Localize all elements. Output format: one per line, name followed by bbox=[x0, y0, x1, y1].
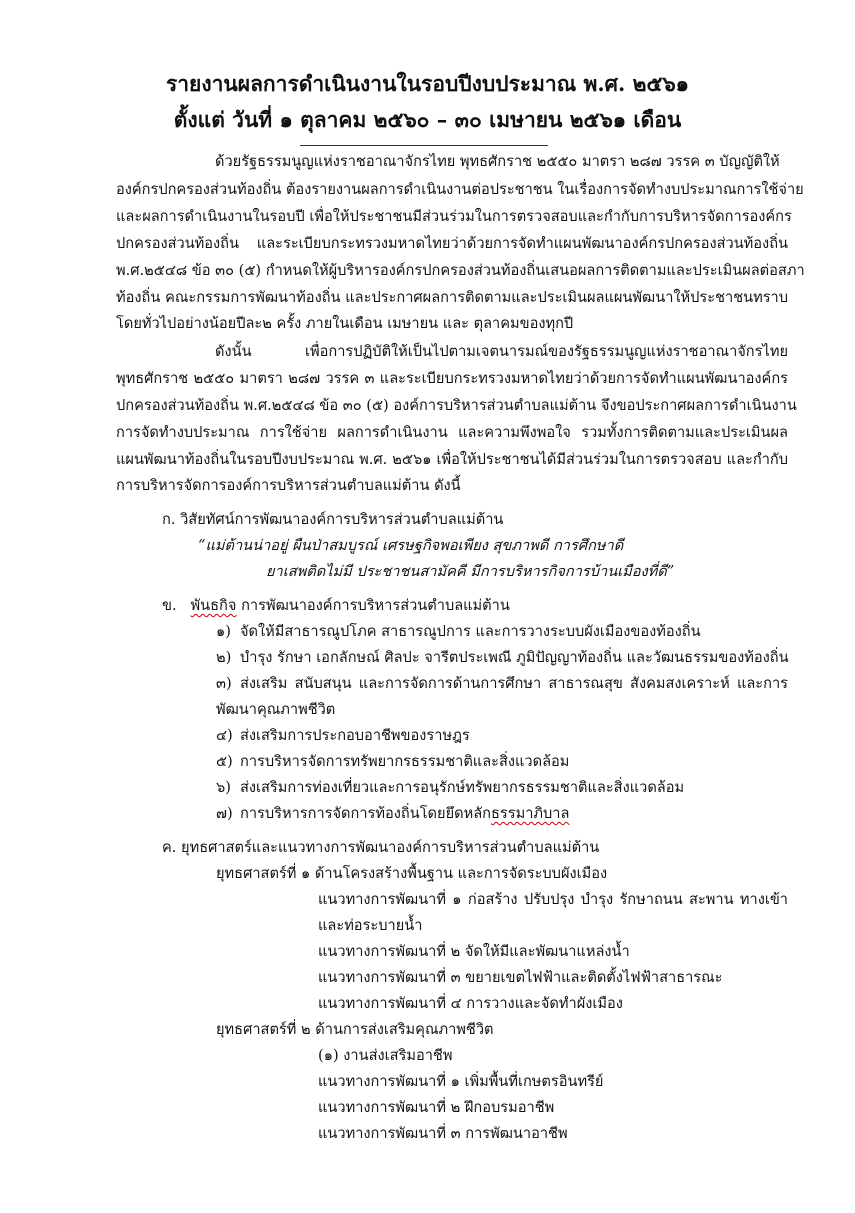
mission-item-continued: พัฒนาคุณภาพชีวิต bbox=[216, 701, 336, 718]
strategy-2-guideline: แนวทางการพัฒนาที่ ๓ การพัฒนาอาชีพ bbox=[318, 1125, 568, 1142]
intro-p1-line-4: ปกครองส่วนท้องถิ่น และระเบียบกระทรวงมหาดไทยว่าด้วยการจัดทำแผนพัฒนาองค์กรปกครองส่วนท้องถิ่น bbox=[116, 235, 788, 252]
vision-quote-line-1: “แม่ต้านน่าอยู่ ผืนป่าสมบูรณ์ เศรษฐกิจพอเพียง สุขภาพดี การศึกษาดี bbox=[198, 537, 624, 554]
intro-p2-line-1: ดังนั้น เพื่อการปฏิบัติให้เป็นไปตามเจตนารมณ์ของรัฐธรรมนูญแห่งราชอาณาจักรไทย bbox=[215, 343, 788, 360]
intro-p1-line-3: และผลการดำเนินงานในรอบปี เพื่อให้ประชาชนมีส่วนร่วมในการตรวจสอบและกำกับการบริหารจัดการองค์กร bbox=[116, 208, 792, 225]
intro-p2-line-4: การจัดทำงบประมาณ การใช้จ่าย ผลการดำเนินงาน และความพึงพอใจ รวมทั้งการติดตามและประเมินผล bbox=[116, 424, 788, 441]
document-title-line-2: ตั้งแต่ วันที่ ๑ ตุลาคม ๒๕๖๐ – ๓๐ เมษายน ๒๕๖๑ เดือน bbox=[173, 107, 682, 132]
good-governance-word: ธรรมาภิบาล bbox=[491, 805, 570, 822]
strategy-1-title: ยุทธศาสตร์ที่ ๑ ด้านโครงสร้างพื้นฐาน และการจัดระบบผังเมือง bbox=[216, 865, 608, 882]
intro-p2-line-5: แผนพัฒนาท้องถิ่นในรอบปีงบประมาณ พ.ศ. ๒๕๖๑ เพื่อให้ประชาชนได้มีส่วนร่วมในการตรวจสอบ และกำกับ bbox=[116, 451, 788, 468]
intro-p1-line-1: ด้วยรัฐธรรมนูญแห่งราชอาณาจักรไทย พุทธศักราช ๒๕๕๐ มาตรา ๒๘๗ วรรค ๓ บัญญัติให้ bbox=[215, 153, 780, 170]
strategy-2-title: ยุทธศาสตร์ที่ ๒ ด้านการส่งเสริมคุณภาพชีวิต bbox=[216, 1021, 494, 1038]
mission-item: ๗) การบริหารการจัดการท้องถิ่นโดยยึดหลักธรรมาภิบาล bbox=[216, 805, 570, 822]
mission-item: ๔) ส่งเสริมการประกอบอาชีพของราษฎร bbox=[216, 727, 470, 744]
mission-heading bbox=[162, 596, 510, 616]
intro-p1-line-7: โดยทั่วไปอย่างน้อยปีละ๒ ครั้ง ภายในเดือน เมษายน และ ตุลาคมของทุกปี bbox=[116, 315, 574, 332]
mission-label: ข. bbox=[162, 597, 177, 614]
mission-item: ๖) ส่งเสริมการท่องเที่ยวและการอนุรักษ์ทรัพยากรธรรมชาติและสิ่งแวดล้อม bbox=[216, 779, 685, 796]
intro-p1-line-5: พ.ศ.๒๕๔๘ ข้อ ๓๐ (๕) กำหนดให้ผู้บริหารองค์กรปกครองส่วนท้องถิ่นเสนอผลการติดตามและประเมินผลต่อสภา bbox=[116, 262, 805, 279]
mission-word: พันธกิจ bbox=[190, 597, 237, 614]
strategy-2-subsection: (๑) งานส่งเสริมอาชีพ bbox=[318, 1047, 453, 1064]
mission-item: ๓) ส่งเสริม สนับสนุน และการจัดการด้านการศึกษา สาธารณสุข สังคมสงเคราะห์ และการ bbox=[216, 675, 788, 692]
intro-p1-line-6: ท้องถิ่น คณะกรรมการพัฒนาท้องถิ่น และประกาศผลการติดตามและประเมินผลแผนพัฒนาให้ประชาชนทราบ bbox=[116, 289, 788, 306]
mission-item: ๑) จัดให้มีสาธารณูปโภค สาธารณูปการ และการวางระบบผังเมืองของท้องถิ่น bbox=[216, 623, 701, 640]
strategy-heading: ค. ยุทธศาสตร์และแนวทางการพัฒนาองค์การบริหารส่วนตำบลแม่ต้าน bbox=[162, 839, 600, 856]
strategy-1-guideline: และท่อระบายน้ำ bbox=[318, 917, 423, 934]
strategy-2-guideline: แนวทางการพัฒนาที่ ๑ เพิ่มพื้นที่เกษตรอินทรีย์ bbox=[318, 1073, 604, 1090]
intro-p2-line-6: การบริหารจัดการองค์การบริหารส่วนตำบลแม่ต้าน ดังนี้ bbox=[116, 477, 461, 494]
title-divider bbox=[300, 145, 548, 146]
strategy-1-guideline: แนวทางการพัฒนาที่ ๑ ก่อสร้าง ปรับปรุง บำรุง รักษาถนน สะพาน ทางเข้า bbox=[318, 891, 788, 908]
mission-item: ๒) บำรุง รักษา เอกลักษณ์ ศิลปะ จารีตประเพณี ภูมิปัญญาท้องถิ่น และวัฒนธรรมของท้องถิ่น bbox=[216, 649, 789, 666]
mission-heading-rest: การพัฒนาองค์การบริหารส่วนตำบลแม่ต้าน bbox=[236, 597, 510, 614]
vision-heading: ก. วิสัยทัศน์การพัฒนาองค์การบริหารส่วนตำบลแม่ต้าน bbox=[162, 511, 504, 528]
intro-p2-line-3: ปกครองส่วนท้องถิ่น พ.ศ.๒๕๔๘ ข้อ ๓๐ (๕) องค์การบริหารส่วนตำบลแม่ต้าน จึงขอประกาศผลการดำเนินงาน bbox=[116, 397, 797, 414]
strategy-1-guideline: แนวทางการพัฒนาที่ ๓ ขยายเขตไฟฟ้าและติดตั้งไฟฟ้าสาธารณะ bbox=[318, 969, 723, 986]
intro-p2-line-2: พุทธศักราช ๒๕๕๐ มาตรา ๒๘๗ วรรค ๓ และระเบียบกระทรวงมหาดไทยว่าด้วยการจัดทำแผนพัฒนาองค์กร bbox=[116, 370, 788, 387]
mission-item: ๕) การบริหารจัดการทรัพยากรธรรมชาติและสิ่งแวดล้อม bbox=[216, 753, 570, 770]
strategy-2-guideline: แนวทางการพัฒนาที่ ๒ ฝึกอบรมอาชีพ bbox=[318, 1099, 555, 1116]
strategy-1-guideline: แนวทางการพัฒนาที่ ๒ จัดให้มีและพัฒนาแหล่งน้ำ bbox=[318, 943, 630, 960]
strategy-1-guideline: แนวทางการพัฒนาที่ ๔ การวางและจัดทำผังเมือง bbox=[318, 995, 623, 1012]
document-title-line-1: รายงานผลการดำเนินงานในรอบปีงบประมาณ พ.ศ. ๒๕๖๑ bbox=[165, 71, 690, 96]
intro-p1-line-2: องค์กรปกครองส่วนท้องถิ่น ต้องรายงานผลการดำเนินงานต่อประชาชน ในเรื่องการจัดทำงบประมาณการใช้จ่าย bbox=[116, 181, 804, 198]
vision-quote-line-2: ยาเสพติดไม่มี ประชาชนสามัคคี มีการบริหารกิจการบ้านเมืองที่ดี” bbox=[266, 563, 675, 580]
